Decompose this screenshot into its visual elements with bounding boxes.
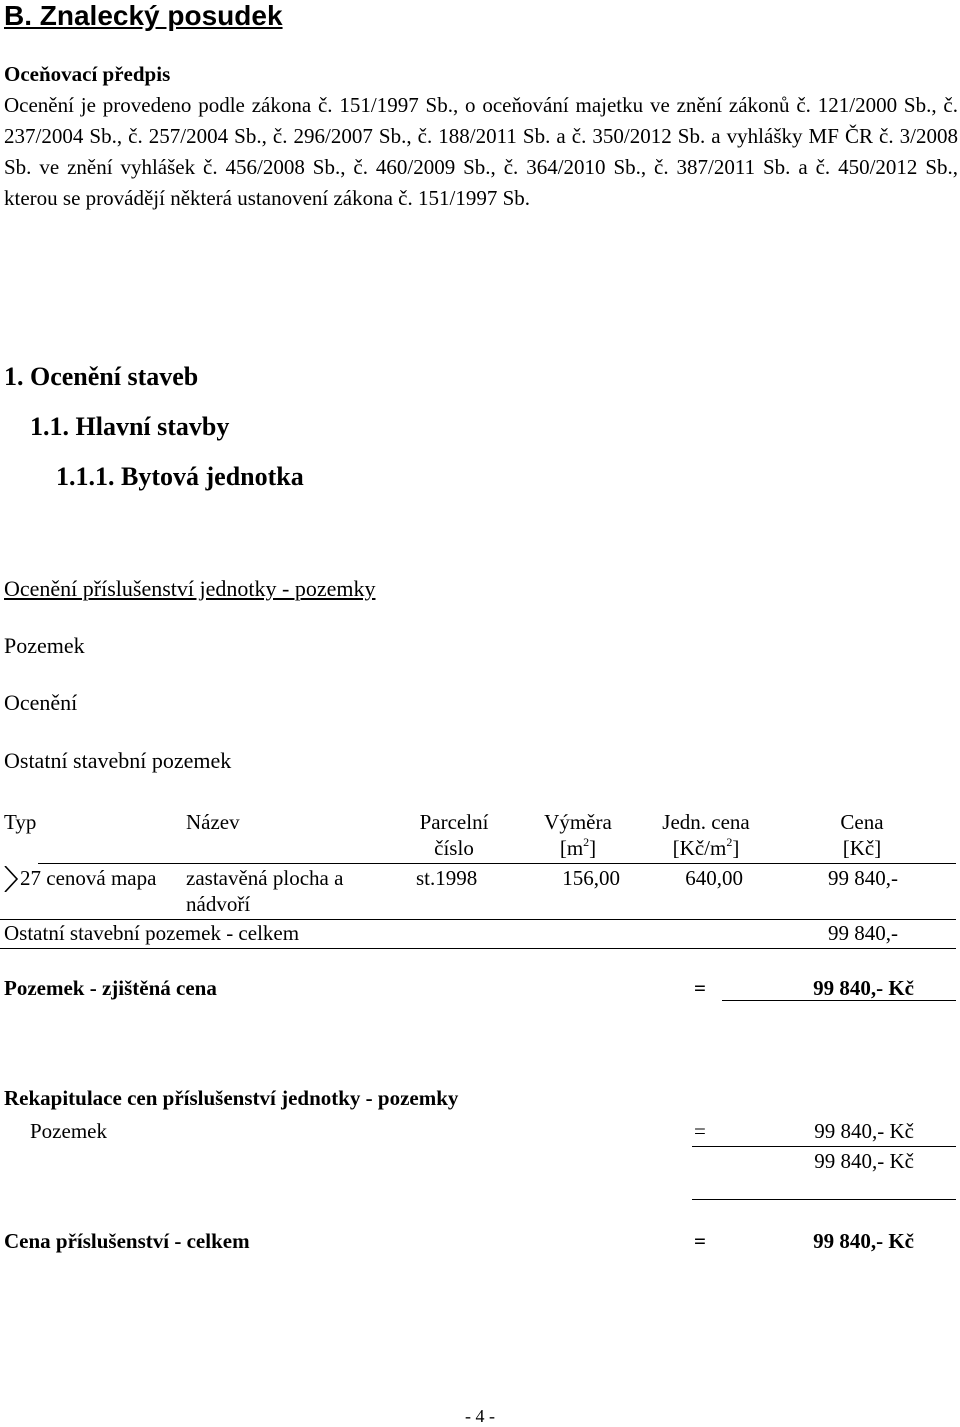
table-total-label: Ostatní stavební pozemek - celkem — [4, 921, 300, 945]
recap-total-value: 99 840,- Kč — [813, 1229, 914, 1253]
recap-subtotal-underline — [692, 1199, 956, 1200]
row-parcel: st.1998 — [416, 866, 478, 890]
col-header-parcel-line2: číslo — [434, 836, 474, 860]
section-1-heading: 1. Ocenění staveb — [4, 362, 199, 391]
valuation-rule-heading: Oceňovací předpis — [4, 62, 171, 86]
row-nazev-line2: nádvoří — [186, 892, 251, 916]
recap-heading: Rekapitulace cen příslušenství jednotky - pozemky — [4, 1086, 459, 1110]
col-header-unit-price-line2: $[Kč/m^2]$ — [672, 835, 740, 860]
row-nazev-line1: zastavěná plocha a — [186, 866, 344, 890]
other-land-heading: Ostatní stavební pozemek — [4, 748, 232, 773]
recap-item-equals: = — [694, 1119, 706, 1143]
col-header-area-line1: Výměra — [544, 810, 612, 834]
recap-item-underline — [692, 1146, 956, 1147]
col-header-price-line1: Cena — [840, 810, 884, 834]
row-area: 156,00 — [562, 866, 620, 890]
col-header-price-line2: [Kč] — [842, 836, 882, 860]
table-total-top-line — [0, 919, 956, 920]
land-heading: Pozemek — [4, 633, 85, 658]
row-price: 99 840,- — [828, 866, 898, 890]
row-marker-icon — [2, 866, 22, 892]
recap-total-label: Cena příslušenství - celkem — [4, 1229, 250, 1253]
land-result-equals: = — [694, 976, 706, 1000]
row-typ: 27 cenová mapa — [20, 866, 157, 890]
land-result-label: Pozemek - zjištěná cena — [4, 976, 217, 1000]
land-result-underline — [722, 1000, 956, 1001]
col-header-nazev: Název — [186, 810, 240, 834]
page-number: - 4 - — [465, 1406, 495, 1426]
col-header-unit-price-line1: Jedn. cena — [662, 810, 750, 834]
row-unit-price: 640,00 — [685, 866, 743, 890]
col-header-parcel-line1: Parcelní — [419, 810, 489, 834]
table-total-value: 99 840,- — [828, 921, 898, 945]
land-result-value: 99 840,- Kč — [813, 976, 914, 1000]
recap-item-label: Pozemek — [30, 1119, 107, 1143]
section-1-1-heading: 1.1. Hlavní stavby — [30, 412, 230, 441]
document-title: B. Znalecký posudek — [4, 0, 283, 31]
table-header-divider — [38, 863, 956, 864]
table-total-bottom-line — [0, 948, 956, 949]
col-header-area-line2: $[m^2]$ — [559, 835, 597, 860]
recap-total-equals: = — [694, 1229, 706, 1253]
col-header-typ: Typ — [4, 810, 37, 834]
accessories-heading: Ocenění příslušenství jednotky - pozemky — [4, 576, 376, 601]
section-1-1-1-heading: 1.1.1. Bytová jednotka — [56, 462, 304, 491]
recap-item-value: 99 840,- Kč — [814, 1119, 914, 1143]
intro-paragraph: Ocenění je provedeno podle zákona č. 151/1997 Sb., o oceňování majetku ve znění zákonů č. 121/2000 Sb., č. 237/2004 Sb., č. 257/2004 Sb., č. 296/2007 Sb., č. 188/2011 Sb. a č. 350/2012 Sb. a vyhlášky MF ČR č. 3/2008 Sb. ve znění vyhlášek č. 456/2008 Sb., č. 460/2009 Sb., č. 364/2010 Sb., č. 387/2011 Sb. a č. 450/2012 Sb., kterou se provádějí některá ustanovení zákona č. 151/1997 Sb. — [4, 93, 958, 210]
valuation-heading: Ocenění — [4, 690, 78, 715]
recap-subtotal-value: 99 840,- Kč — [814, 1149, 914, 1173]
